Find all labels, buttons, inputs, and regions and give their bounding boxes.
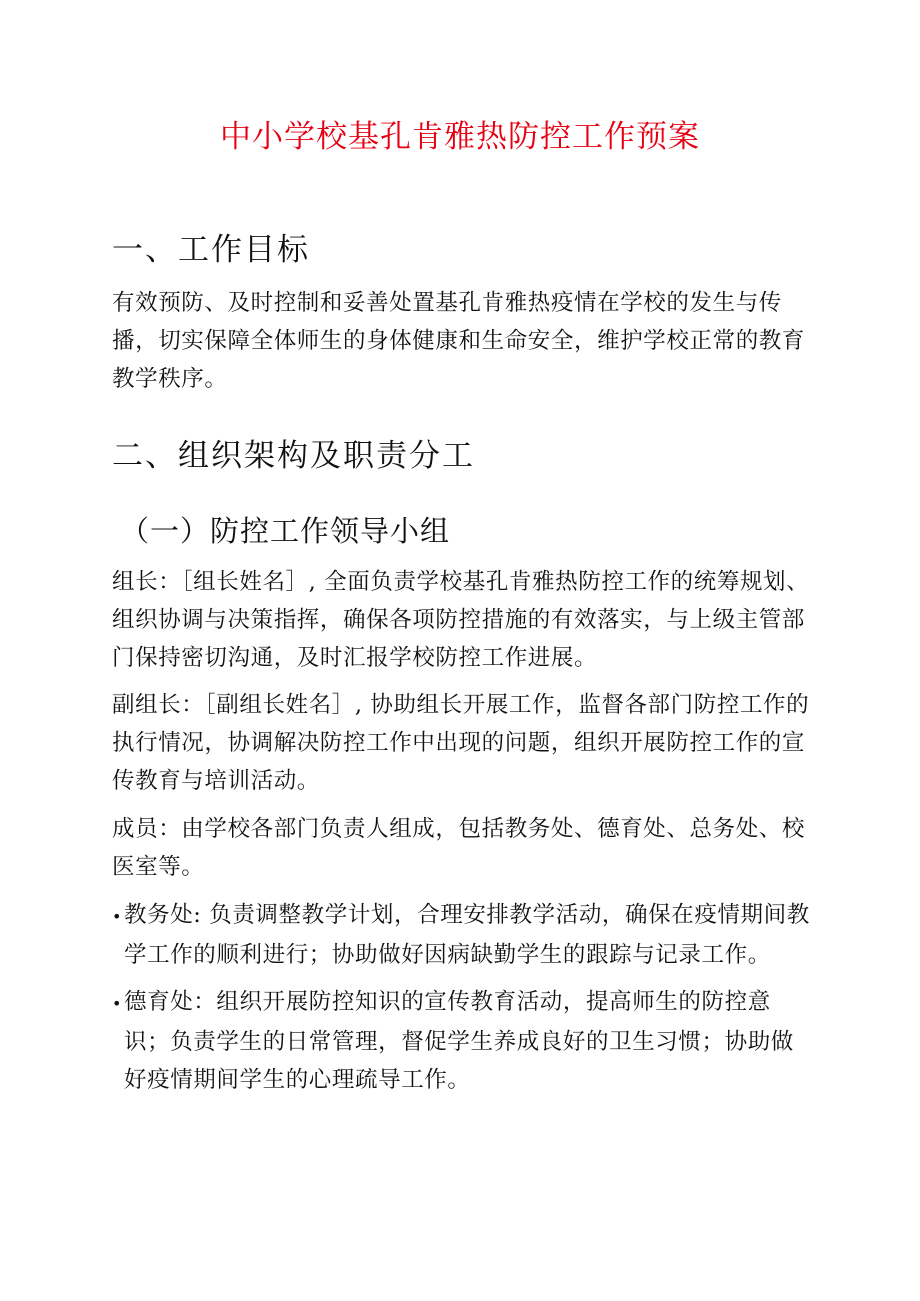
list-item-text: 教务处: 负责调整教学计划，合理安排教学活动，确保在疫情期间教学工作的顺利进行；协助做好因病缺勤学生的跟踪与记录工作。 bbox=[124, 902, 810, 968]
subsection-heading-leadership-group: （一）防控工作领导小组 bbox=[120, 514, 451, 548]
bullet-icon: • bbox=[112, 907, 123, 926]
list-item-text: 德育处：组织开展防控知识的宣传教育活动，提高师生的防控意识；负责学生的日常管理，督促学生养成良好的卫生习惯；协助做好疫情期间学生的心理疏导工作。 bbox=[124, 989, 794, 1093]
goals-paragraph: 有效预防、及时控制和妥善处置基孔肯雅热疫情在学校的发生与传播，切实保障全体师生的身体健康和生命安全，维护学校正常的教育教学秩序。 bbox=[112, 290, 806, 392]
document-title: 中小学校基孔肯雅热防控工作预案 bbox=[220, 119, 700, 155]
section-heading-organization: 二、组织架构及职责分工 bbox=[112, 438, 475, 474]
section-heading-goals: 一、工作目标 bbox=[112, 232, 310, 268]
list-item-moral-education bbox=[112, 983, 812, 1099]
deputy-leader-paragraph: 副组长：［副组长姓名］, 协助组长开展工作，监督各部门防控工作的执行情况，协调解决防控工作中出现的问题，组织开展防控工作的宣传教育与培训活动。 bbox=[112, 692, 810, 794]
members-paragraph: 成员：由学校各部门负责人组成，包括教务处、德育处、总务处、校医室等。 bbox=[112, 816, 806, 880]
leader-paragraph: 组长：［组长姓名］, 全面负责学校基孔肯雅热防控工作的统筹规划、组织协调与决策指挥，确保各项防控措施的有效落实，与上级主管部门保持密切沟通，及时汇报学校防控工作进展。 bbox=[112, 569, 810, 671]
bullet-icon: • bbox=[112, 994, 123, 1013]
list-item-academic-affairs bbox=[112, 896, 812, 974]
